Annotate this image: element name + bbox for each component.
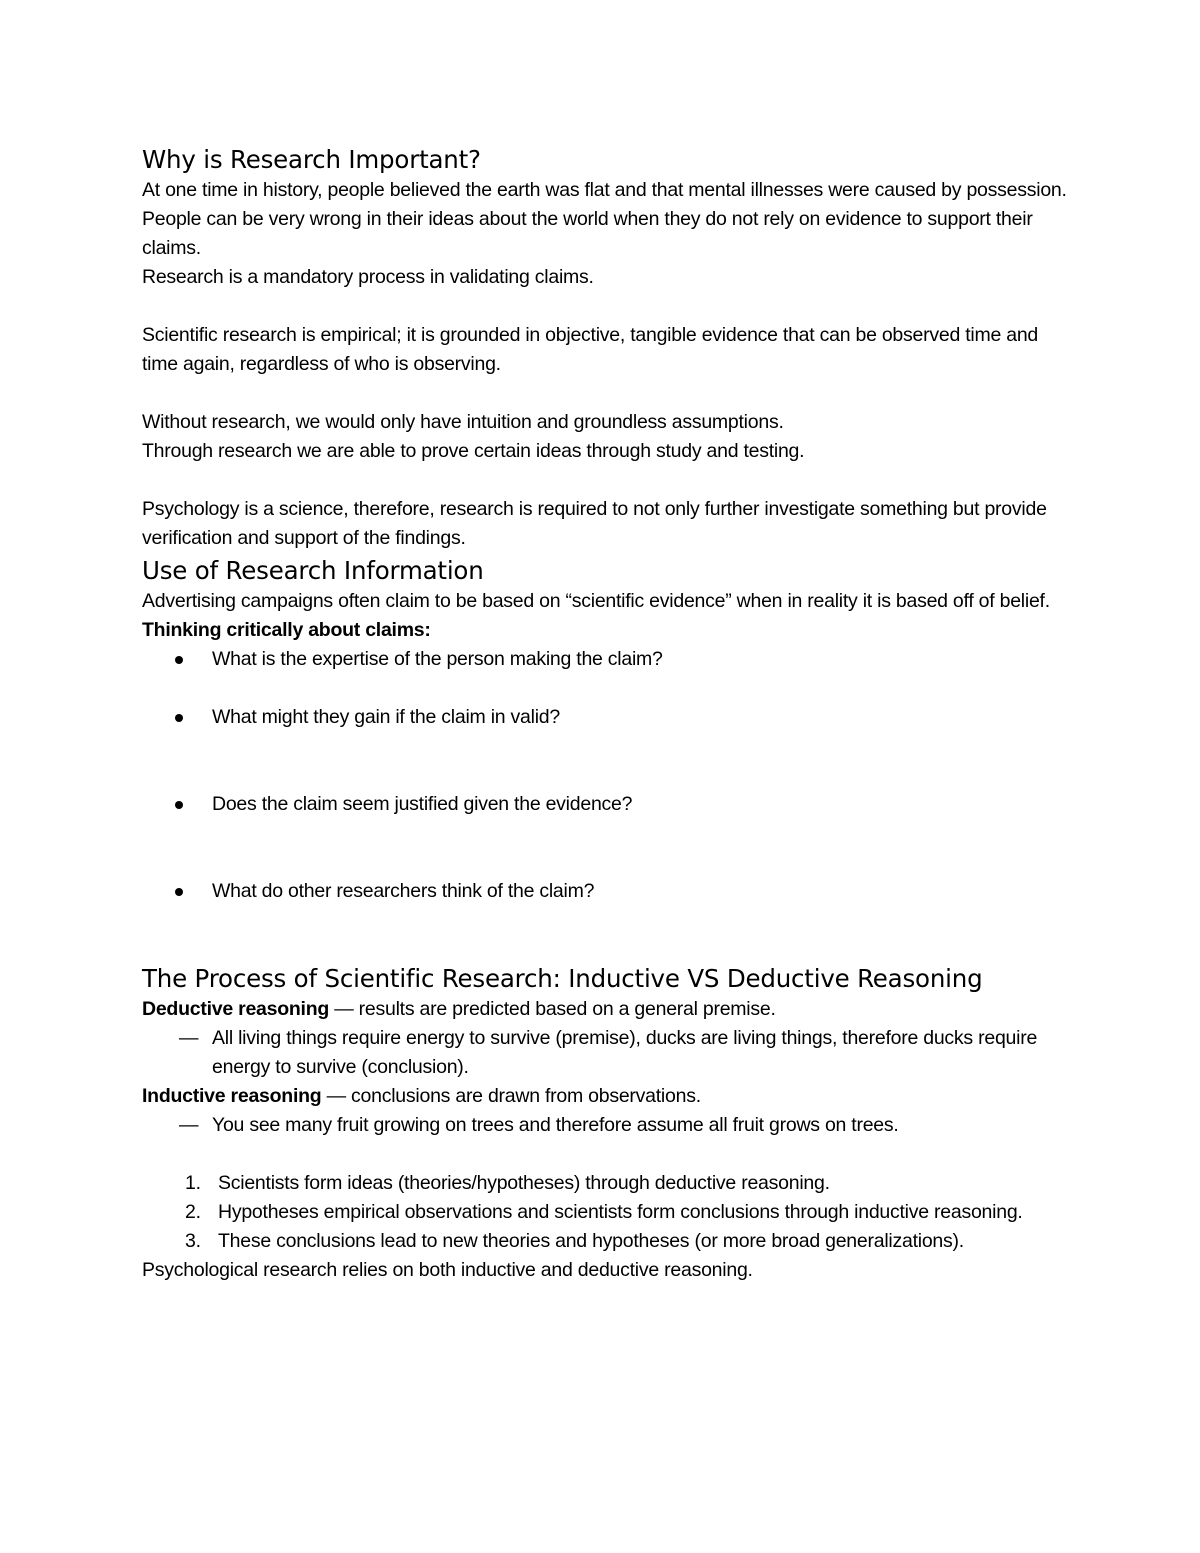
bullet-icon [175, 714, 183, 722]
list-item [142, 1227, 1072, 1256]
list-item [142, 1111, 1072, 1140]
bullet-icon [175, 888, 183, 896]
spacer [142, 379, 1072, 408]
list-item [142, 877, 1072, 906]
list-item-text: These conclusions lead to new theories and hypotheses (or more broad generalizations). [218, 1230, 964, 1252]
list-item [142, 790, 1072, 819]
list-item-text: Hypotheses empirical observations and scientists form conclusions through inductive reasoning. [218, 1201, 1023, 1223]
step-number: 3. [185, 1230, 201, 1252]
list-item [142, 1169, 1072, 1198]
dash-bullet-icon: — [179, 1114, 199, 1136]
list-item-text: You see many fruit growing on trees and therefore assume all fruit grows on trees. [212, 1114, 899, 1136]
paragraph-through-research: Through research we are able to prove certain ideas through study and testing. [142, 440, 805, 462]
list-item-text: All living things require energy to survive (premise), ducks are living things, therefore ducks require energy to survive (conclusion). [212, 1027, 1038, 1078]
critical-questions-list [142, 645, 1072, 906]
list-item-text: Does the claim seem justified given the evidence? [212, 793, 633, 815]
paragraph-flat-earth: At one time in history, people believed the earth was flat and that mental illnesses were caused by possession. [142, 179, 1067, 201]
spacer [142, 1140, 1072, 1169]
step-number: 2. [185, 1201, 201, 1223]
heading-use-of-research: Use of Research Information [142, 556, 484, 585]
heading-process-scientific-research: The Process of Scientific Research: Inductive VS Deductive Reasoning [142, 964, 983, 993]
list-item [142, 645, 1072, 674]
research-steps-list [142, 1169, 1072, 1256]
paragraph-empirical: Scientific research is empirical; it is grounded in objective, tangible evidence that can be observed time and time again, regardless of who is observing. [142, 324, 1039, 375]
definition-inductive: — conclusions are drawn from observations. [321, 1085, 701, 1107]
paragraph-without-research: Without research, we would only have intuition and groundless assumptions. [142, 411, 784, 433]
heading-why-research-important: Why is Research Important? [142, 145, 481, 174]
step-number: 1. [185, 1172, 201, 1194]
list-item [142, 703, 1072, 732]
paragraph-psychology-science: Psychology is a science, therefore, research is required to not only further investigate something but provide verification and support of the findings. [142, 498, 1047, 549]
term-inductive: Inductive reasoning [142, 1085, 322, 1107]
paragraph-deductive [142, 995, 1072, 1024]
definition-deductive: — results are predicted based on a general premise. [329, 998, 776, 1020]
paragraph-wrong-ideas: People can be very wrong in their ideas about the world when they do not rely on evidence to support their claims. [142, 208, 1033, 259]
paragraph-advertising: Advertising campaigns often claim to be based on “scientific evidence” when in reality it is based off of belief. [142, 590, 1050, 612]
subheading-thinking-critically: Thinking critically about claims: [142, 619, 431, 641]
list-item-text: What might they gain if the claim in valid? [212, 706, 561, 728]
paragraph-inductive [142, 1082, 1072, 1111]
list-item-text: Scientists form ideas (theories/hypotheses) through deductive reasoning. [218, 1172, 830, 1194]
list-item [142, 1024, 1072, 1082]
list-item [142, 1198, 1072, 1227]
paragraph-mandatory-process: Research is a mandatory process in validating claims. [142, 266, 594, 288]
bullet-icon [175, 656, 183, 664]
bullet-icon [175, 801, 183, 809]
spacer [142, 466, 1072, 495]
inductive-example-list [142, 1111, 1072, 1140]
term-deductive: Deductive reasoning [142, 998, 330, 1020]
spacer [142, 292, 1072, 321]
paragraph-closing: Psychological research relies on both inductive and deductive reasoning. [142, 1259, 753, 1281]
list-item-text: What do other researchers think of the claim? [212, 880, 595, 902]
dash-bullet-icon: — [179, 1027, 199, 1049]
document-body [142, 144, 1072, 1285]
deductive-example-list [142, 1024, 1072, 1082]
list-item-text: What is the expertise of the person making the claim? [212, 648, 663, 670]
